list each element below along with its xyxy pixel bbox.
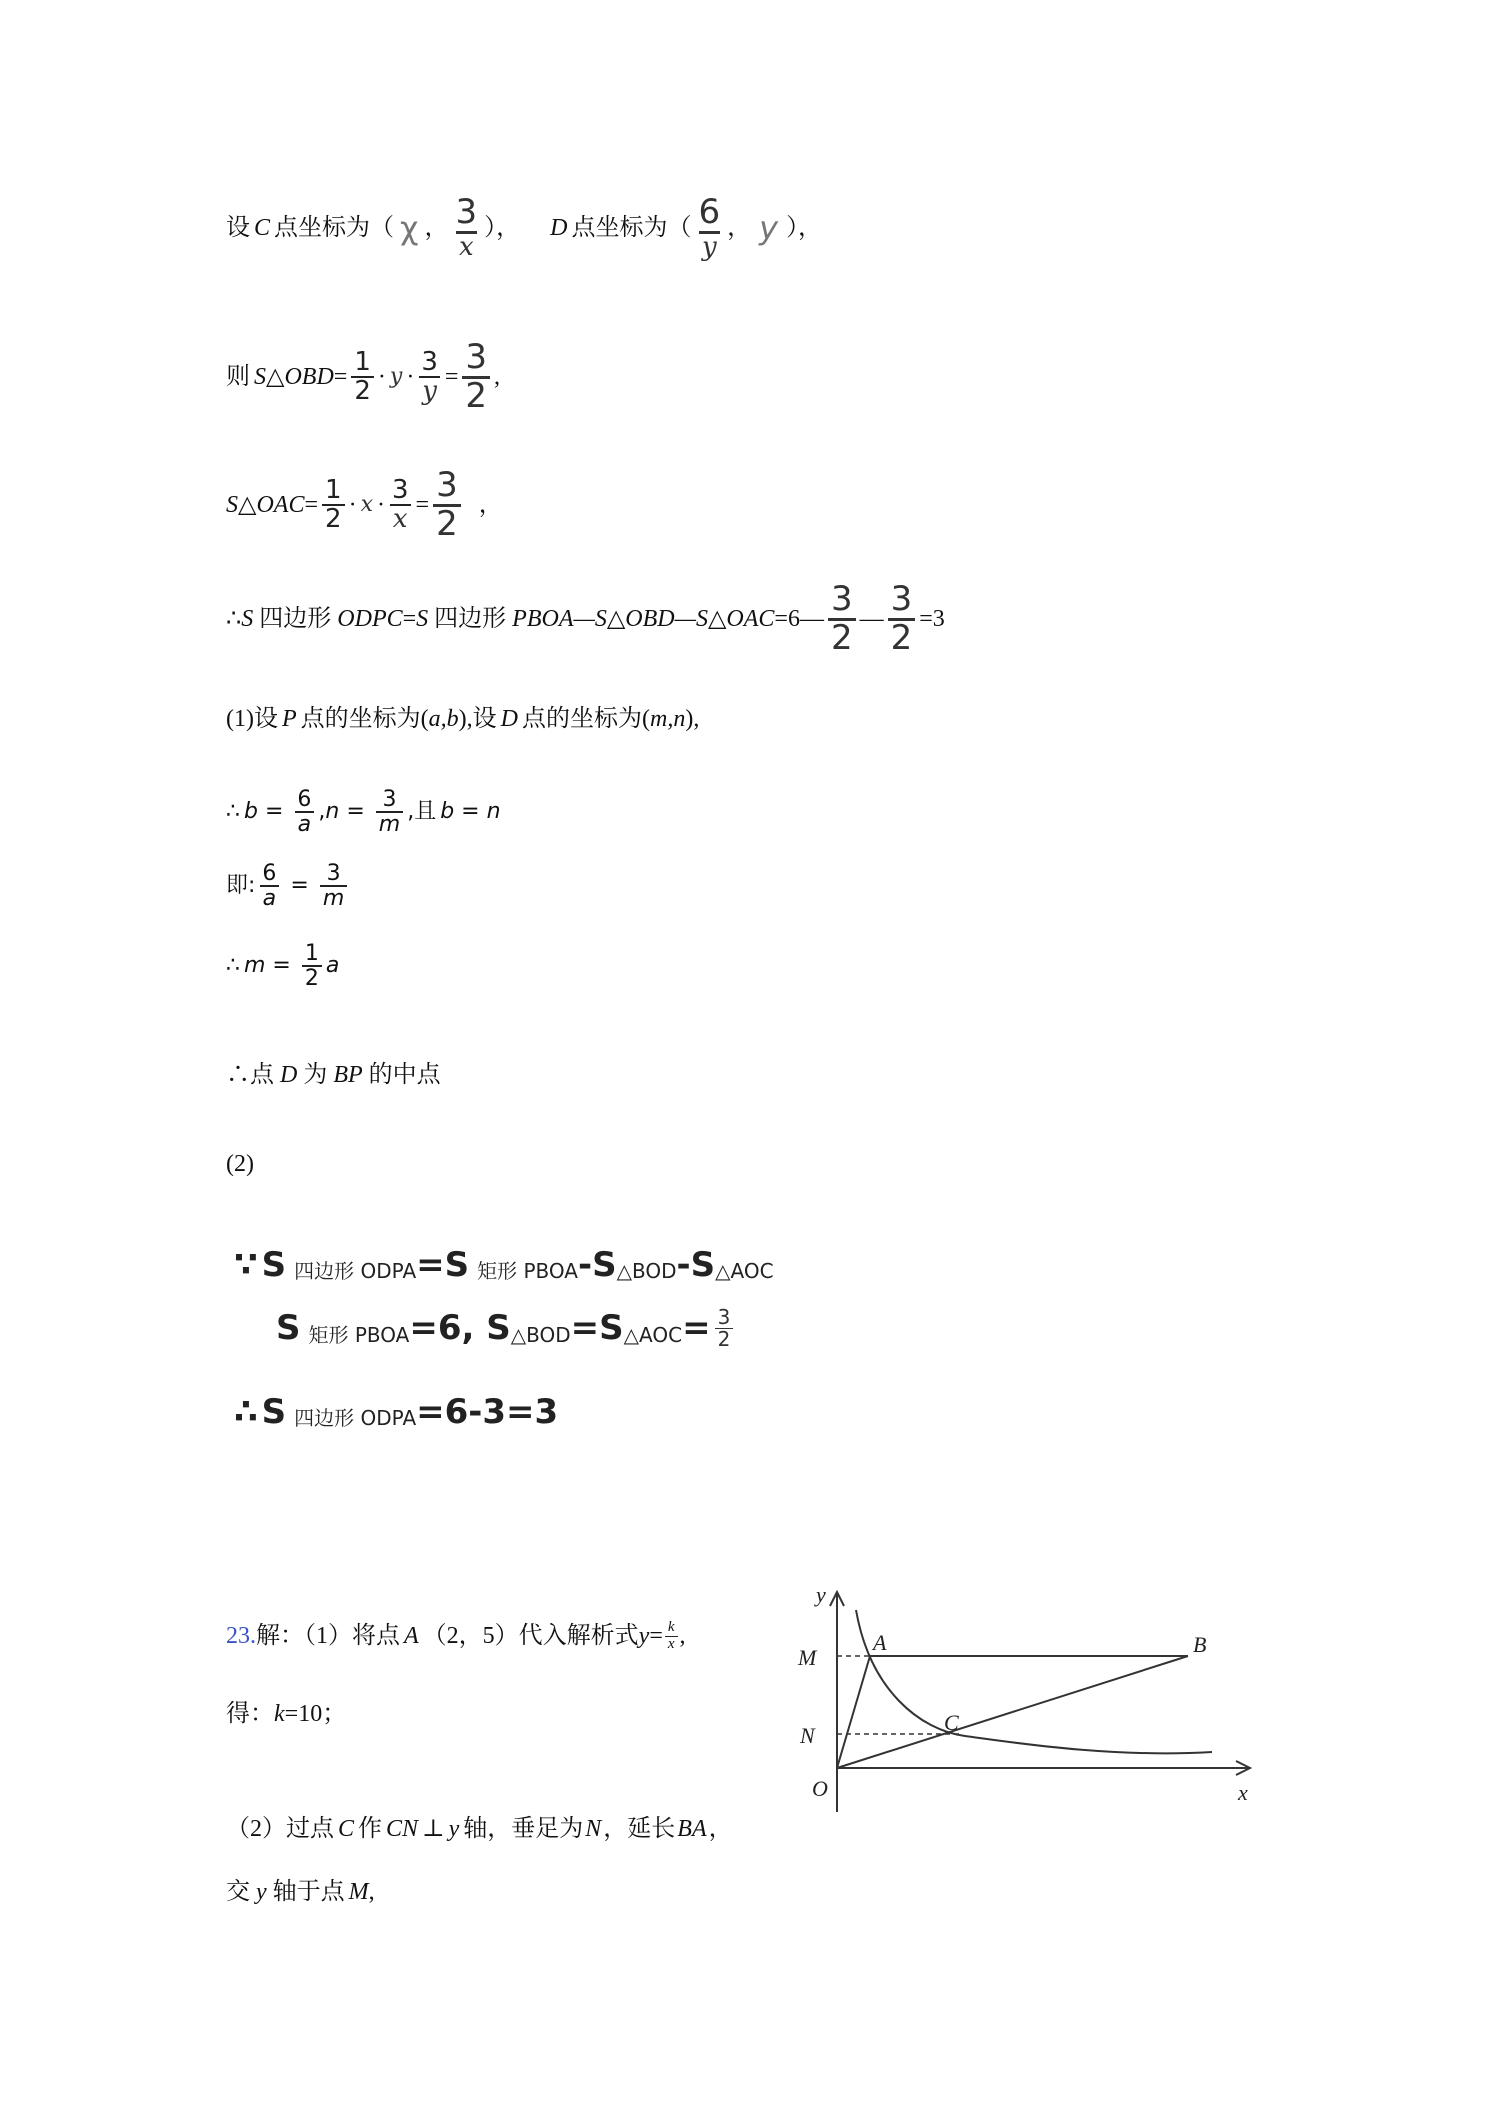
text: 设 — [226, 214, 250, 241]
text: = — [402, 605, 417, 632]
therefore-symbol: ∴ — [226, 952, 240, 978]
text: 解：（1）将点 — [256, 1622, 400, 1649]
label: S△OBD — [254, 363, 334, 390]
therefore-symbol: ∴ — [226, 1062, 250, 1088]
text: =S — [416, 1245, 470, 1285]
fraction-3-over-2: $\frac{3}{2}$ — [888, 582, 916, 656]
line-m-equals — [226, 942, 339, 990]
text: =10； — [284, 1701, 347, 1727]
fraction-k-over-x: $\frac{k}{x}$ — [665, 1620, 678, 1653]
fraction-1-over-2: $\frac{1}{2}$ — [351, 349, 374, 406]
fraction-6-over-a: $\frac{6}{a}$ — [294, 788, 314, 836]
segment-oa — [837, 1656, 870, 1768]
label-m: M — [798, 1645, 817, 1670]
line-area-obd — [226, 337, 501, 416]
text: 四边形 — [434, 605, 507, 632]
text: = — [649, 1622, 663, 1649]
hyperbola-curve — [856, 1610, 1212, 1753]
subscript: 矩形 PBOA — [477, 1259, 578, 1284]
text: (1)设 — [226, 706, 278, 732]
text: = — [339, 798, 372, 824]
line-problem-23 — [226, 1620, 686, 1653]
var-y: y — [256, 1879, 267, 1905]
text: =6— — [774, 605, 824, 632]
text: ),设 — [458, 706, 497, 732]
label-b: B — [1193, 1632, 1207, 1657]
text: 四边形 — [259, 605, 332, 632]
var-a: a — [325, 952, 340, 978]
fraction-1-over-2: $\frac{1}{2}$ — [302, 942, 322, 990]
text: = — [415, 491, 430, 518]
var-y: y — [448, 1816, 460, 1842]
var-ba: BA — [677, 1816, 707, 1842]
fraction-3-over-2: $\frac{3}{2}$ — [462, 340, 490, 414]
label-c: C — [944, 1710, 959, 1735]
therefore-symbol: ∴ — [226, 605, 242, 632]
line-because-area — [234, 1245, 774, 1286]
var-k: k — [274, 1701, 285, 1727]
line-part1-setup — [226, 705, 699, 734]
line-construct-cn — [226, 1815, 733, 1844]
line-rect-area-values — [276, 1307, 737, 1350]
text: 得： — [226, 1701, 274, 1727]
text: = — [304, 491, 319, 518]
subscript: △AOC — [623, 1322, 683, 1347]
var-m: M — [348, 1879, 369, 1905]
text: , — [494, 363, 501, 390]
text: 点坐标为（ — [571, 214, 692, 241]
subscript: △BOD — [510, 1322, 571, 1347]
text: · — [348, 491, 357, 518]
line-area-oac — [226, 465, 503, 544]
label-y: y — [816, 1582, 826, 1607]
var-d: D — [280, 1062, 298, 1088]
text: S — [416, 605, 429, 632]
var: y — [389, 363, 403, 389]
var-n: n — [325, 798, 340, 824]
var-x: χ — [400, 208, 419, 247]
fraction-3-over-y: $\frac{3}{y}$ — [418, 349, 441, 406]
line-area-odpc — [226, 579, 945, 658]
subscript: 四边形 ODPA — [294, 1406, 417, 1431]
var-y: y — [638, 1622, 650, 1649]
text: = — [333, 363, 348, 390]
text: = — [265, 952, 298, 978]
text: · — [406, 363, 415, 390]
var-ab: a,b — [428, 706, 459, 732]
fraction-3-over-2: $\frac{3}{2}$ — [433, 468, 461, 542]
subscript: △AOC — [715, 1259, 774, 1284]
line-ratio — [226, 862, 351, 910]
text: 即: — [226, 872, 256, 898]
label-n: N — [800, 1723, 815, 1748]
var-mn: m,n — [650, 706, 686, 732]
text: b = n — [440, 798, 501, 824]
text: =S — [570, 1308, 624, 1349]
line-intersect-m — [226, 1878, 375, 1907]
text: 为 — [303, 1062, 328, 1088]
text: ， — [708, 1816, 733, 1842]
text: = — [444, 363, 459, 390]
text: 点坐标为（ — [274, 214, 395, 241]
var-p: P — [281, 706, 297, 732]
text: 点 — [250, 1062, 274, 1088]
text: =6, S — [409, 1308, 511, 1349]
text: ODPC — [337, 605, 403, 632]
text: 交 — [226, 1879, 250, 1905]
var-m: m — [244, 952, 266, 978]
text: ), — [685, 706, 700, 732]
text: , — [679, 1622, 686, 1649]
line-c-d-coordinates — [226, 192, 823, 262]
problem-number: 23. — [226, 1622, 256, 1649]
var-b: b — [244, 798, 258, 824]
text: S — [261, 1245, 287, 1285]
fraction-6-over-a: $\frac{6}{a}$ — [259, 862, 279, 910]
fraction-3-over-x: $\frac{3}{x}$ — [389, 477, 412, 534]
text: -S — [577, 1245, 617, 1285]
var: x — [360, 491, 373, 517]
label-o: O — [812, 1776, 828, 1801]
var-d: D — [500, 706, 518, 732]
var-n: N — [585, 1816, 602, 1842]
label-x: x — [1238, 1780, 1248, 1805]
text: 则 — [226, 363, 250, 390]
text: -S — [676, 1245, 716, 1285]
text: ）， — [786, 214, 823, 241]
label-a: A — [873, 1630, 887, 1655]
var-bp: BP — [333, 1062, 363, 1088]
text: 轴于点 — [272, 1879, 345, 1905]
text: = — [257, 798, 291, 824]
text: 轴，垂足为 — [463, 1816, 584, 1842]
text: ， — [727, 214, 752, 241]
fraction-3-over-x: $\frac{3}{x}$ — [455, 192, 478, 262]
var-d: D — [550, 214, 568, 241]
fraction-3-over-m: $\frac{3}{m}$ — [320, 862, 347, 910]
text: （2，5）代入解析式 — [422, 1622, 639, 1649]
text: 点的坐标为( — [522, 706, 650, 732]
text: S — [241, 605, 254, 632]
text: ，延长 — [603, 1816, 676, 1842]
coordinate-figure — [780, 1580, 1280, 1820]
line-k-value — [226, 1700, 346, 1729]
text: ， — [478, 491, 503, 518]
text: —S△OBD—S△OAC — [573, 605, 775, 632]
therefore-symbol: ∴ — [234, 1392, 258, 1432]
text: ⊥ — [422, 1816, 445, 1842]
var-cn: CN — [386, 1816, 419, 1842]
text: PBOA — [512, 605, 574, 632]
var-c: C — [338, 1816, 355, 1842]
because-symbol: ∵ — [234, 1245, 258, 1285]
text: 的中点 — [368, 1062, 441, 1088]
line-part2-label — [226, 1150, 254, 1179]
line-midpoint-conclusion — [226, 1061, 441, 1090]
text: (2) — [226, 1151, 254, 1177]
text: S — [276, 1308, 301, 1349]
text: S — [261, 1392, 287, 1432]
text: （2）过点 — [226, 1816, 334, 1842]
fraction-6-over-y: $\frac{6}{y}$ — [698, 192, 721, 262]
text: — — [859, 605, 884, 632]
text: ）， — [484, 214, 521, 241]
line-therefore-area — [234, 1392, 558, 1433]
text: = — [682, 1308, 711, 1349]
text: , — [318, 798, 326, 824]
label: S△OAC — [226, 491, 305, 518]
segment-ob — [837, 1656, 1188, 1768]
text: =6-3=3 — [416, 1392, 559, 1432]
line-b-n-relation — [226, 788, 501, 836]
text: 作 — [358, 1816, 383, 1842]
text: ， — [424, 214, 449, 241]
therefore-symbol: ∴ — [226, 798, 240, 824]
var-c: C — [254, 214, 271, 241]
subscript: 四边形 ODPA — [294, 1259, 417, 1284]
text: · — [376, 491, 385, 518]
fraction-3-over-2: $\frac{3}{2}$ — [715, 1307, 734, 1350]
text: = — [283, 872, 316, 898]
subscript: 矩形 PBOA — [308, 1322, 410, 1347]
text: =3 — [919, 605, 945, 632]
text: 点的坐标为( — [300, 706, 429, 732]
text: , — [368, 1879, 375, 1905]
subscript: △BOD — [616, 1259, 677, 1284]
text: · — [377, 363, 386, 390]
fraction-3-over-m: $\frac{3}{m}$ — [376, 788, 403, 836]
var-a: A — [404, 1622, 419, 1649]
text: ,且 — [407, 798, 437, 824]
fraction-1-over-2: $\frac{1}{2}$ — [322, 477, 345, 534]
fraction-3-over-2: $\frac{3}{2}$ — [828, 582, 856, 656]
var-y: y — [759, 208, 779, 247]
